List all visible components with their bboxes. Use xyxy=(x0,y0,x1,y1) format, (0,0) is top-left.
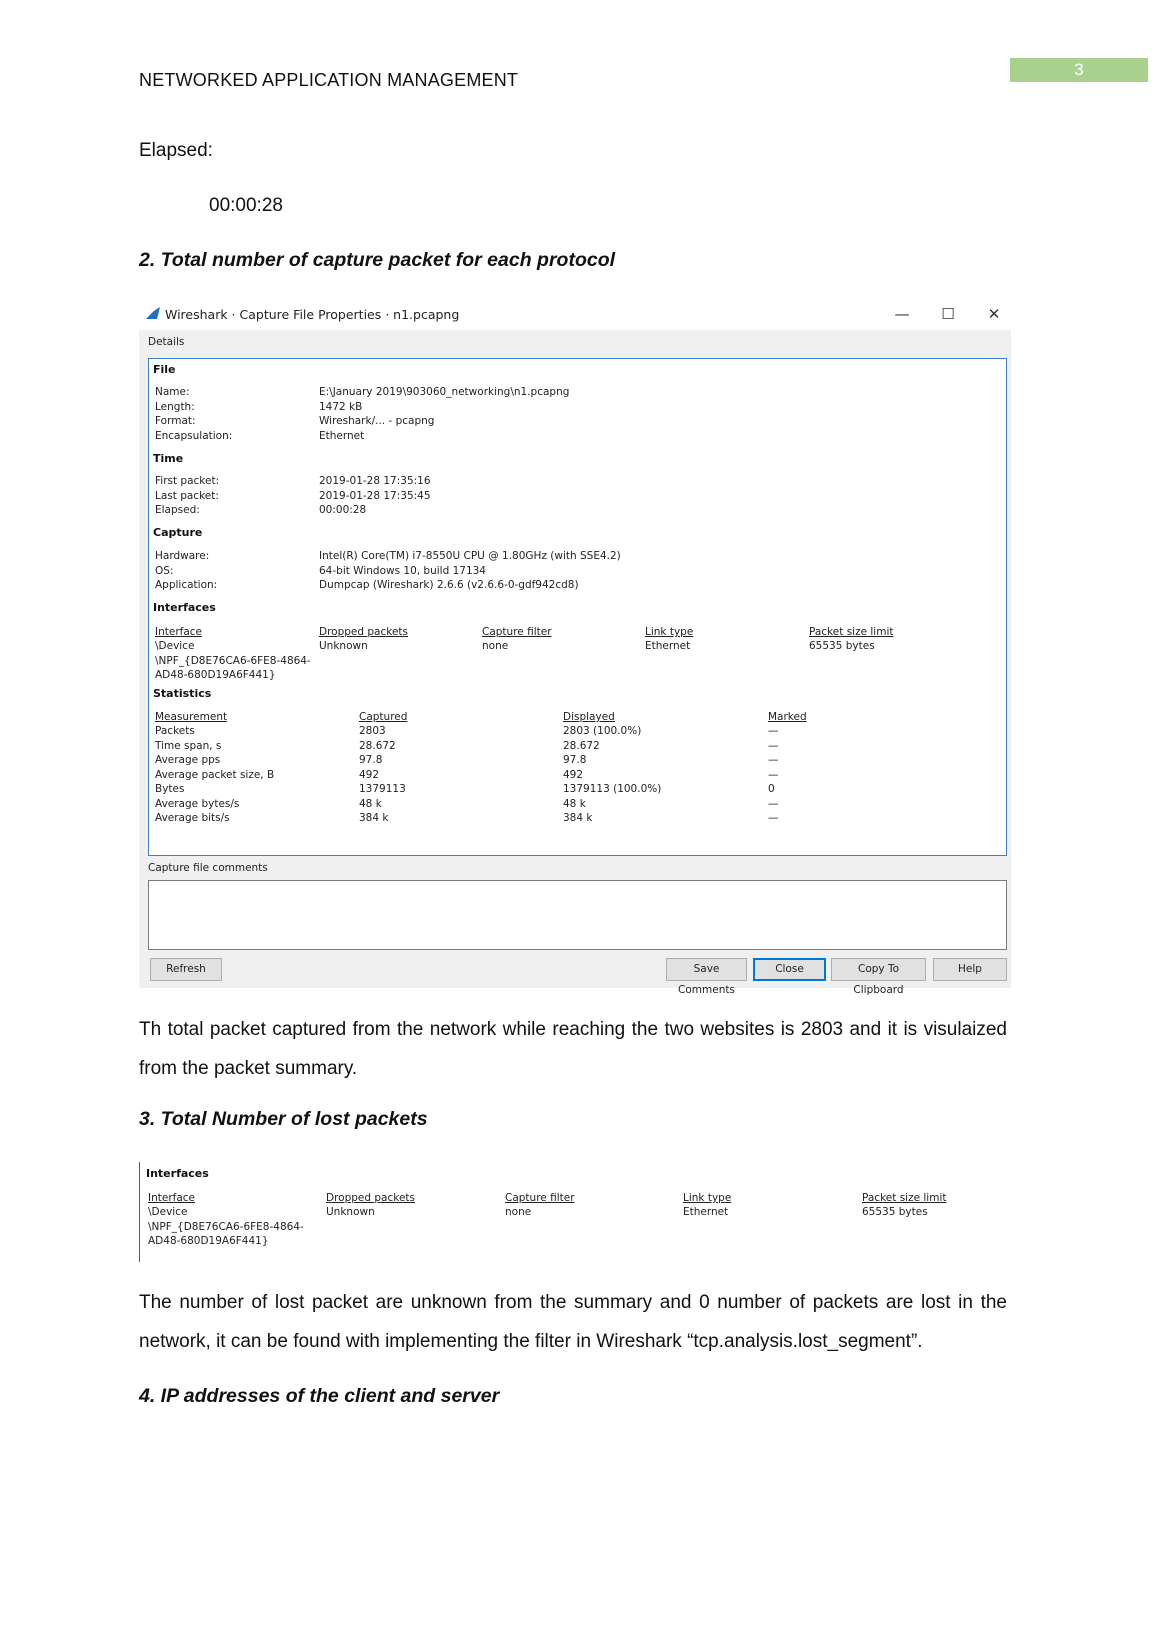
capture-keys: Hardware: OS: Application: xyxy=(155,550,218,591)
snippet-col-link: Link type xyxy=(683,1192,732,1204)
stats-displayed: 2803 (100.0%) 28.672 97.8 492 1379113 (100.0%) 48 k 384 k xyxy=(563,725,662,824)
interface-name: \Device \NPF_{D8E76CA6-6FE8-4864- AD48-680D19A6F441} xyxy=(155,640,311,681)
paragraph-lost-packets: The number of lost packet are unknown from the summary and 0 number of packets are lost in the network, it can be found with implementing the filter in Wireshark “tcp.analysis.lost_segment”. xyxy=(139,1292,1007,1352)
wireshark-window xyxy=(139,298,1011,996)
elapsed-label: Elapsed: xyxy=(139,140,213,161)
paragraph-packet-total: Th total packet captured from the network while reaching the two websites is 2803 and it is visulaized from the packet summary. xyxy=(139,1019,1007,1079)
table-row: Average bytes/s xyxy=(155,797,240,810)
copy-to-clipboard-button[interactable]: Copy To Clipboard xyxy=(831,958,926,981)
elapsed-value: 00:00:28 xyxy=(209,195,283,216)
section-4-heading: 4. IP addresses of the client and server xyxy=(139,1385,500,1407)
snippet-col-filter: Capture filter xyxy=(505,1192,575,1204)
comments-label: Capture file comments xyxy=(148,862,268,874)
snippet-link: Ethernet xyxy=(683,1206,729,1218)
snippet-col-size-limit: Packet size limit xyxy=(862,1192,947,1204)
close-button[interactable]: Close xyxy=(753,958,826,981)
refresh-button[interactable]: Refresh xyxy=(150,958,222,981)
col-measurement: Measurement xyxy=(155,711,228,723)
title-bar xyxy=(139,298,1011,330)
table-row: Average pps xyxy=(155,754,221,766)
col-marked: Marked xyxy=(768,711,807,723)
interface-size-limit: 65535 bytes xyxy=(809,640,875,652)
section-2-heading: 2. Total number of capture packet for each protocol xyxy=(139,249,616,271)
help-button[interactable]: Help xyxy=(933,958,1007,981)
window-title: Wireshark · Capture File Properties · n1.pcapng xyxy=(165,307,460,322)
table-row: Time span, s xyxy=(155,739,222,752)
stats-captured: 2803 28.672 97.8 492 1379113 48 k 384 k xyxy=(359,725,406,824)
minimize-icon[interactable]: — xyxy=(894,305,910,323)
col-size-limit: Packet size limit xyxy=(809,626,894,638)
table-row: Bytes xyxy=(155,783,185,795)
wireshark-fin-icon xyxy=(145,306,161,320)
table-row: Average bits/s xyxy=(155,812,230,824)
col-displayed: Displayed xyxy=(563,711,615,723)
time-keys: First packet: Last packet: Elapsed: xyxy=(155,475,220,516)
file-keys: Name: Length: Format: Encapsulation: xyxy=(155,386,233,442)
snippet-filter: none xyxy=(505,1206,532,1218)
time-heading: Time xyxy=(153,452,184,465)
page-number: 3 xyxy=(1010,58,1148,82)
snippet-col-interface: Interface xyxy=(148,1192,196,1204)
interface-dropped: Unknown xyxy=(319,640,368,652)
snippet-size-limit: 65535 bytes xyxy=(862,1206,928,1218)
maximize-icon[interactable]: ☐ xyxy=(941,305,955,323)
save-comments-button[interactable]: Save Comments xyxy=(666,958,747,981)
file-values: E:\January 2019\903060_networking\n1.pcapng 1472 kB Wireshark/... - pcapng Ethernet xyxy=(319,386,570,442)
interfaces-snippet xyxy=(139,1162,970,1262)
col-link: Link type xyxy=(645,626,694,638)
col-filter: Capture filter xyxy=(482,626,552,638)
close-icon[interactable]: ✕ xyxy=(987,305,1001,323)
comments-textarea[interactable] xyxy=(148,880,1007,950)
interface-link: Ethernet xyxy=(645,640,691,652)
details-label: Details xyxy=(148,336,185,348)
file-heading: File xyxy=(153,363,176,376)
snippet-dropped: Unknown xyxy=(326,1206,375,1218)
snippet-interface-name: \Device \NPF_{D8E76CA6-6FE8-4864- AD48-680D19A6F441} xyxy=(148,1206,304,1247)
details-panel xyxy=(148,358,1007,856)
section-3-heading: 3. Total Number of lost packets xyxy=(139,1108,428,1130)
col-interface: Interface xyxy=(155,626,203,638)
stats-marked: — — — — 0 — — xyxy=(768,725,779,824)
running-head: NETWORKED APPLICATION MANAGEMENT xyxy=(139,70,519,90)
capture-values: Intel(R) Core(TM) i7-8550U CPU @ 1.80GHz (with SSE4.2) 64-bit Windows 10, build 17134 Dumpcap (Wireshark) 2.6.6 (v2.6.6-0-gdf942cd8) xyxy=(319,550,621,591)
col-captured: Captured xyxy=(359,711,408,723)
capture-heading: Capture xyxy=(153,526,203,539)
snippet-col-dropped: Dropped packets xyxy=(326,1192,416,1204)
interfaces-heading: Interfaces xyxy=(153,601,216,614)
stats-measurements xyxy=(155,724,274,826)
table-row: Packets xyxy=(155,725,195,737)
snippet-heading: Interfaces xyxy=(146,1167,209,1180)
interface-filter: none xyxy=(482,640,509,652)
statistics-heading: Statistics xyxy=(153,687,212,700)
col-dropped: Dropped packets xyxy=(319,626,409,638)
time-values: 2019-01-28 17:35:16 2019-01-28 17:35:45 00:00:28 xyxy=(319,475,431,516)
table-row: Average packet size, B xyxy=(155,768,275,781)
